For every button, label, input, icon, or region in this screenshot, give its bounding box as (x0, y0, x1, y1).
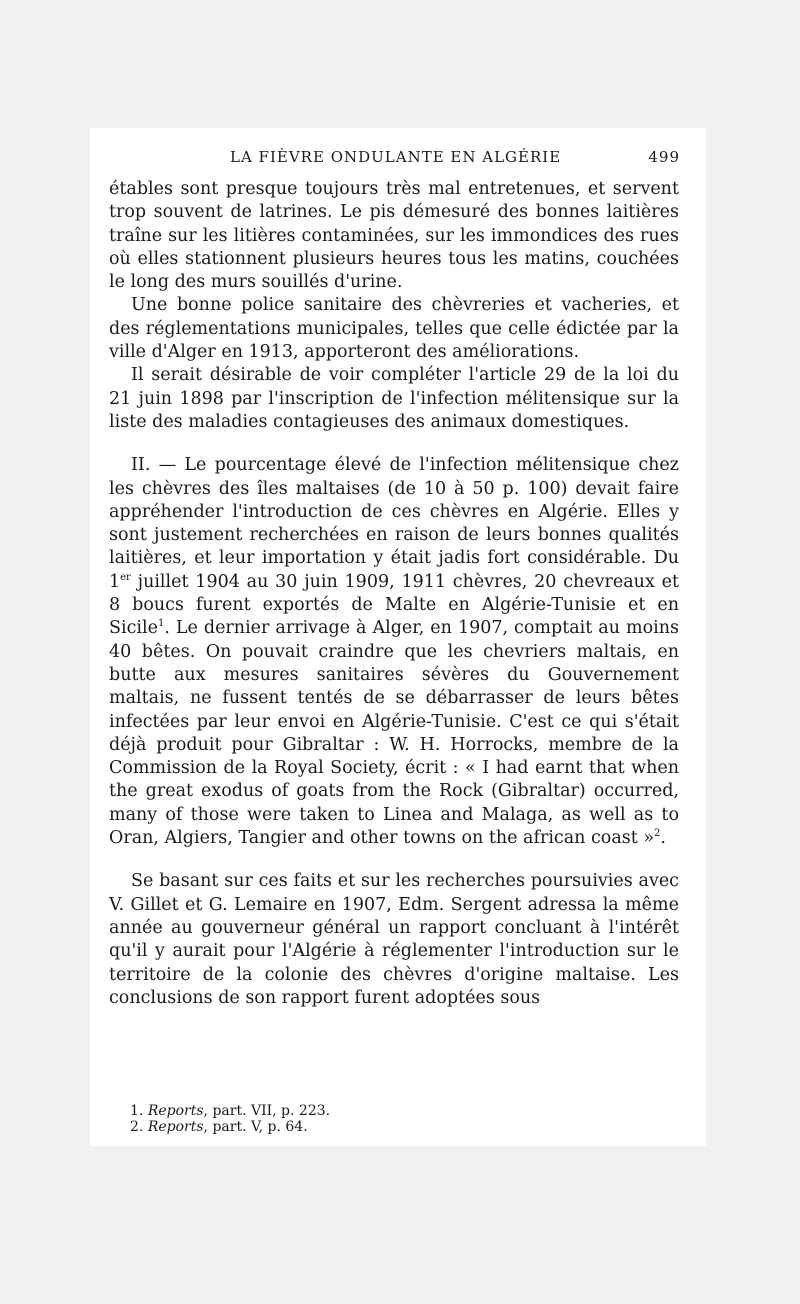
footnote-2 (130, 1119, 330, 1135)
footnote-detail: , part. VII, p. 223. (203, 1103, 331, 1119)
footnote-ref-1[interactable]: 1 (157, 618, 165, 630)
section-2-paragraph (109, 454, 679, 850)
footnote-1 (130, 1103, 330, 1119)
footnote-source: Reports (147, 1103, 204, 1119)
footnote-ref-2[interactable]: 2 (654, 828, 661, 840)
body-text (109, 178, 679, 1010)
paragraph-1: étables sont presque toujours très mal entretenues, et servent trop souvent de latrines. Le pis démesuré des bonnes laitières traîne sur les litières contaminées, sur les immondices des rues où elles stationnent plusieurs heures tous les matins, couchées le long des murs souillés d'urine. (109, 179, 679, 293)
footnote-source: Reports (147, 1119, 204, 1135)
footnote-number: 1. (130, 1103, 144, 1119)
section-2-text-a: II. — Le pourcentage élevé de l'infection mélitensique chez les chèvres des îles maltaises (de 10 à 50 p. 100) devait faire appréhender l'introduction de ces chèvres en Algérie. Elles y sont justement recherchées en raison de leurs bonnes qualités laitières, et leur importation y était jadis fort considérable. Du 1 (109, 455, 679, 592)
paragraph-3: Il serait désirable de voir compléter l'article 29 de la loi du 21 juin 1898 par l'inscription de l'infection mélitensique sur la liste des maladies contagieuses des animaux domestiques. (109, 365, 679, 432)
section-2-text-d: . (660, 828, 666, 849)
paragraph-last: Se basant sur ces faits et sur les recherches poursuivies avec V. Gillet et G. Lemaire en 1907, Edm. Sergent adressa la même année au gouverneur général un rapport concluant à l'intérêt qu'il y aurait pour l'Algérie à réglementer l'introduction sur le territoire de la colonie des chèvres d'origine maltaise. Les conclusions de son rapport furent adoptées sous (109, 871, 679, 1008)
footnotes (130, 1103, 330, 1135)
paragraph-2: Une bonne police sanitaire des chèvreries et vacheries, et des réglementations municipales, telles que celle édictée par la ville d'Alger en 1913, apporteront des améliorations. (109, 295, 679, 363)
footnote-detail: , part. V, p. 64. (203, 1119, 308, 1135)
page-header (90, 148, 680, 174)
running-title: LA FIÈVRE ONDULANTE EN ALGÉRIE (230, 148, 562, 166)
document-page (90, 128, 706, 1146)
section-2-text-c: . Le dernier arrivage à Alger, en 1907, comptait au moins 40 bêtes. On pouvait craindre que les chevriers maltais, en butte aux mesures sanitaires sévères du Gouvernement maltais, ne fussent tentés de se débarrasser de leurs bêtes infectées par leur envoi en Algérie-Tunisie. C'est ce qui s'était déjà produit pour Gibraltar : W. H. Horrocks, membre de la Commission de la Royal Society, écrit : « I had earnt that when the great exodus of goats from the Rock (Gibraltar) occurred, many of those were taken to Linea and Malaga, as well as to Oran, Algiers, Tangier and other towns on the african coast » (109, 618, 679, 849)
footnote-number: 2. (130, 1119, 144, 1135)
page-number: 499 (648, 148, 680, 166)
section-2-text-b: juillet 1904 au 30 juin 1909, 1911 chèvres, 20 chevreaux et 8 boucs furent exportés de Malte en Algérie-Tunisie et en Sicile (109, 571, 679, 639)
superscript-er: er (120, 571, 131, 583)
